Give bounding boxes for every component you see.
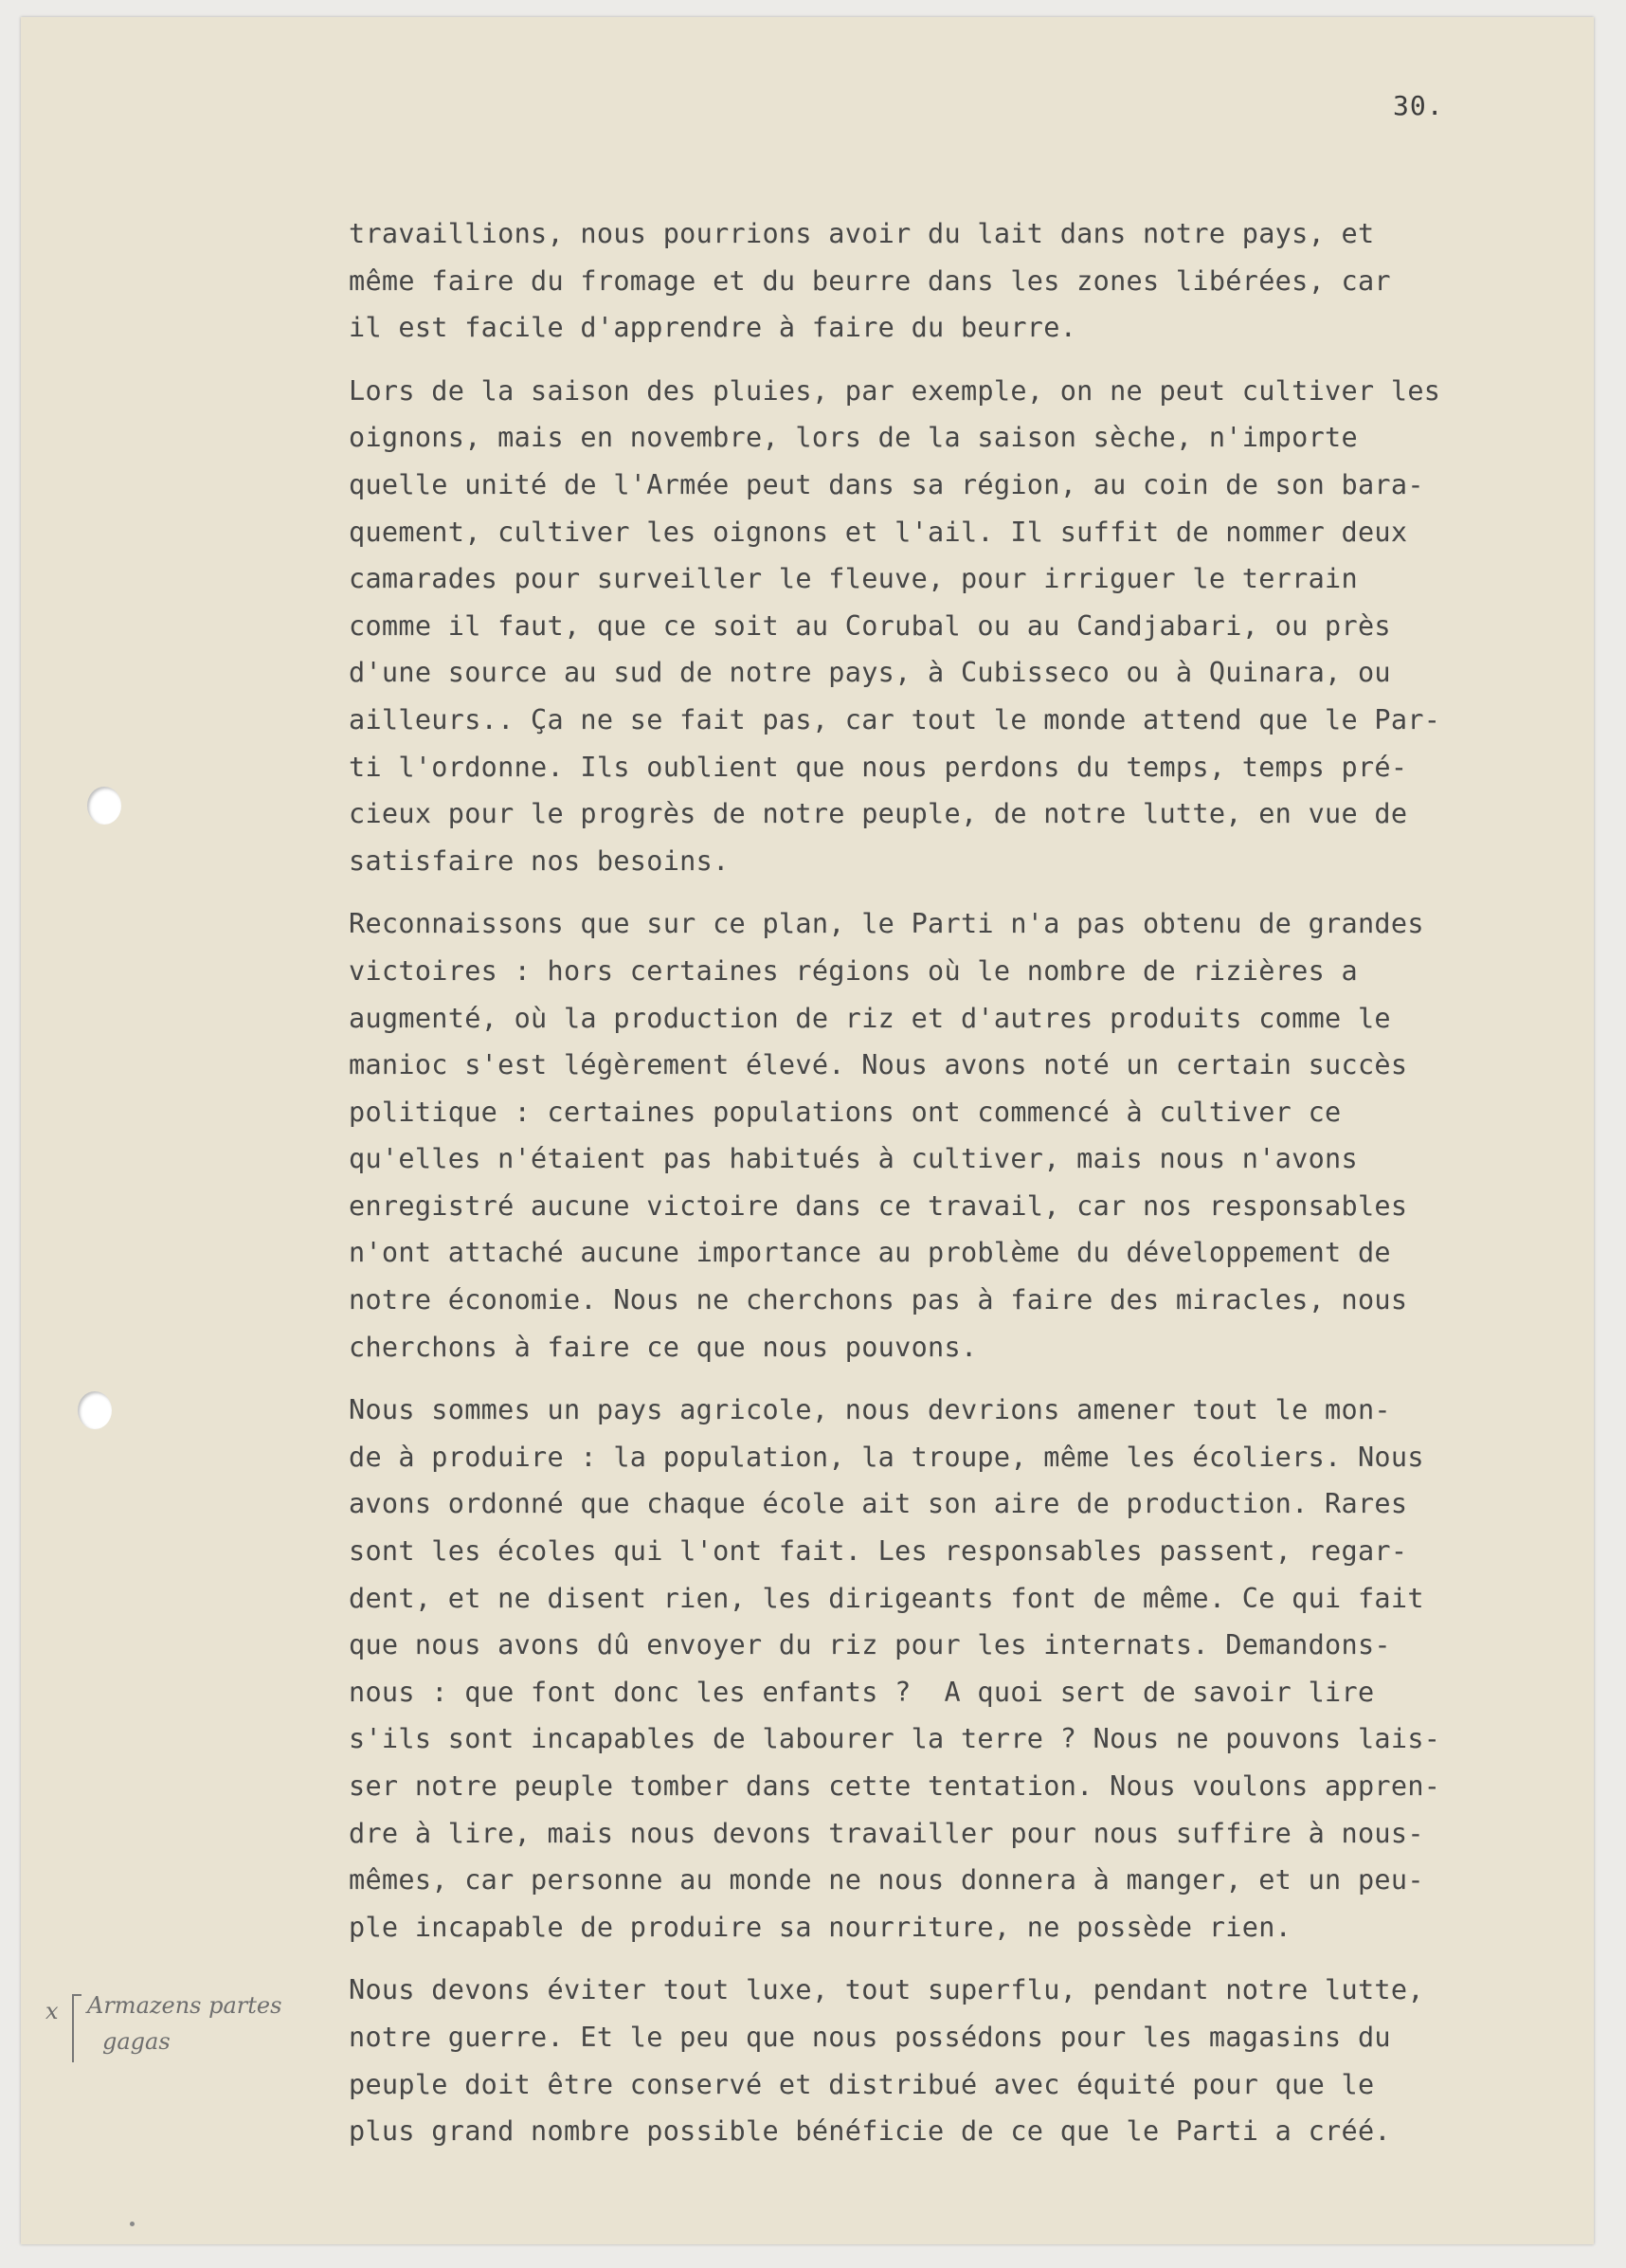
text-line: peuple doit être conservé et distribué avec équité pour que le xyxy=(349,2068,1375,2100)
page-number: 30. xyxy=(1393,90,1444,121)
text-line: politique : certaines populations ont commencé à cultiver ce xyxy=(349,1096,1342,1128)
text-line: cieux pour le progrès de notre peuple, de notre lutte, en vue de xyxy=(349,798,1408,830)
text-line: d'une source au sud de notre pays, à Cubisseco ou à Quinara, ou xyxy=(349,657,1391,689)
typewritten-body xyxy=(349,210,1590,2171)
paragraph-4 xyxy=(349,1387,1590,1950)
text-line: qu'elles n'étaient pas habitués à cultiver, mais nous n'avons xyxy=(349,1143,1358,1175)
text-line: même faire du fromage et du beurre dans les zones libérées, car xyxy=(349,264,1391,297)
text-line: manioc s'est légèrement élevé. Nous avons noté un certain succès xyxy=(349,1049,1408,1081)
text-line: Lors de la saison des pluies, par exemple, on ne peut cultiver les xyxy=(349,374,1441,407)
paragraph-3 xyxy=(349,900,1590,1370)
text-line: quement, cultiver les oignons et l'ail. Il suffit de nommer deux xyxy=(349,516,1408,548)
text-line: satisfaire nos besoins. xyxy=(349,844,730,877)
text-line: nous : que font donc les enfants ? A quoi sert de savoir lire xyxy=(349,1676,1375,1708)
text-line: sont les écoles qui l'ont fait. Les responsables passent, regar- xyxy=(349,1535,1408,1568)
text-line: augmenté, où la production de riz et d'autres produits comme le xyxy=(349,1002,1391,1034)
text-line: n'ont attaché aucune importance au problème du développement de xyxy=(349,1237,1391,1269)
paragraph-1 xyxy=(349,210,1590,352)
text-line: camarades pour surveiller le fleuve, pour irriguer le terrain xyxy=(349,563,1358,595)
text-line: notre guerre. Et le peu que nous possédons pour les magasins du xyxy=(349,2021,1391,2053)
text-line: cherchons à faire ce que nous pouvons. xyxy=(349,1331,978,1363)
text-line: que nous avons dû envoyer du riz pour les internats. Demandons- xyxy=(349,1629,1391,1661)
text-line: travaillions, nous pourrions avoir du lait dans notre pays, et xyxy=(349,218,1375,249)
text-line: quelle unité de l'Armée peut dans sa région, au coin de son bara- xyxy=(349,468,1424,500)
text-line: ti l'ordonne. Ils oublient que nous perdons du temps, temps pré- xyxy=(349,751,1408,783)
text-line: mêmes, car personne au monde ne nous donnera à manger, et un peu- xyxy=(349,1864,1424,1896)
text-line: Reconnaissons que sur ce plan, le Parti n'a pas obtenu de grandes xyxy=(349,908,1424,940)
text-line: dre à lire, mais nous devons travailler pour nous suffire à nous- xyxy=(349,1817,1424,1849)
text-line: de à produire : la population, la troupe, même les écoliers. Nous xyxy=(349,1441,1424,1473)
margin-bracket xyxy=(72,1994,81,2062)
margin-note-line-2: gagas xyxy=(102,2028,171,2055)
text-line: s'ils sont incapables de labourer la terre ? Nous ne pouvons lais- xyxy=(349,1723,1441,1755)
bottom-dot-mark xyxy=(130,2222,135,2226)
text-line: avons ordonné que chaque école ait son aire de production. Rares xyxy=(349,1488,1408,1520)
paragraph-5 xyxy=(349,1967,1590,2154)
text-line: ple incapable de produire sa nourriture, ne possède rien. xyxy=(349,1911,1292,1943)
text-line: notre économie. Nous ne cherchons pas à faire des miracles, nous xyxy=(349,1284,1408,1316)
paragraph-2 xyxy=(349,368,1590,885)
text-line: Nous devons éviter tout luxe, tout superflu, pendant notre lutte, xyxy=(349,1974,1424,2006)
text-line: dent, et ne disent rien, les dirigeants font de même. Ce qui fait xyxy=(349,1582,1424,1614)
text-line: plus grand nombre possible bénéficie de ce que le Parti a créé. xyxy=(349,2115,1391,2148)
text-line: victoires : hors certaines régions où le nombre de rizières a xyxy=(349,954,1358,987)
handwritten-margin-note xyxy=(45,1990,311,2076)
text-line: oignons, mais en novembre, lors de la saison sèche, n'importe xyxy=(349,422,1358,454)
margin-note-line-1: Armazens partes xyxy=(87,1992,282,2019)
margin-cross-mark: x xyxy=(45,1998,59,2024)
text-line: ser notre peuple tomber dans cette tentation. Nous voulons appren- xyxy=(349,1770,1441,1802)
punch-hole-upper xyxy=(87,787,121,825)
text-line: Nous sommes un pays agricole, nous devrions amener tout le mon- xyxy=(349,1394,1391,1426)
text-line: enregistré aucune victoire dans ce travail, car nos responsables xyxy=(349,1189,1408,1222)
text-line: il est facile d'apprendre à faire du beurre. xyxy=(349,312,1077,344)
text-line: comme il faut, que ce soit au Corubal ou au Candjabari, ou près xyxy=(349,609,1391,642)
text-line: ailleurs.. Ça ne se fait pas, car tout le monde attend que le Par- xyxy=(349,703,1441,735)
punch-hole-lower xyxy=(78,1391,112,1429)
